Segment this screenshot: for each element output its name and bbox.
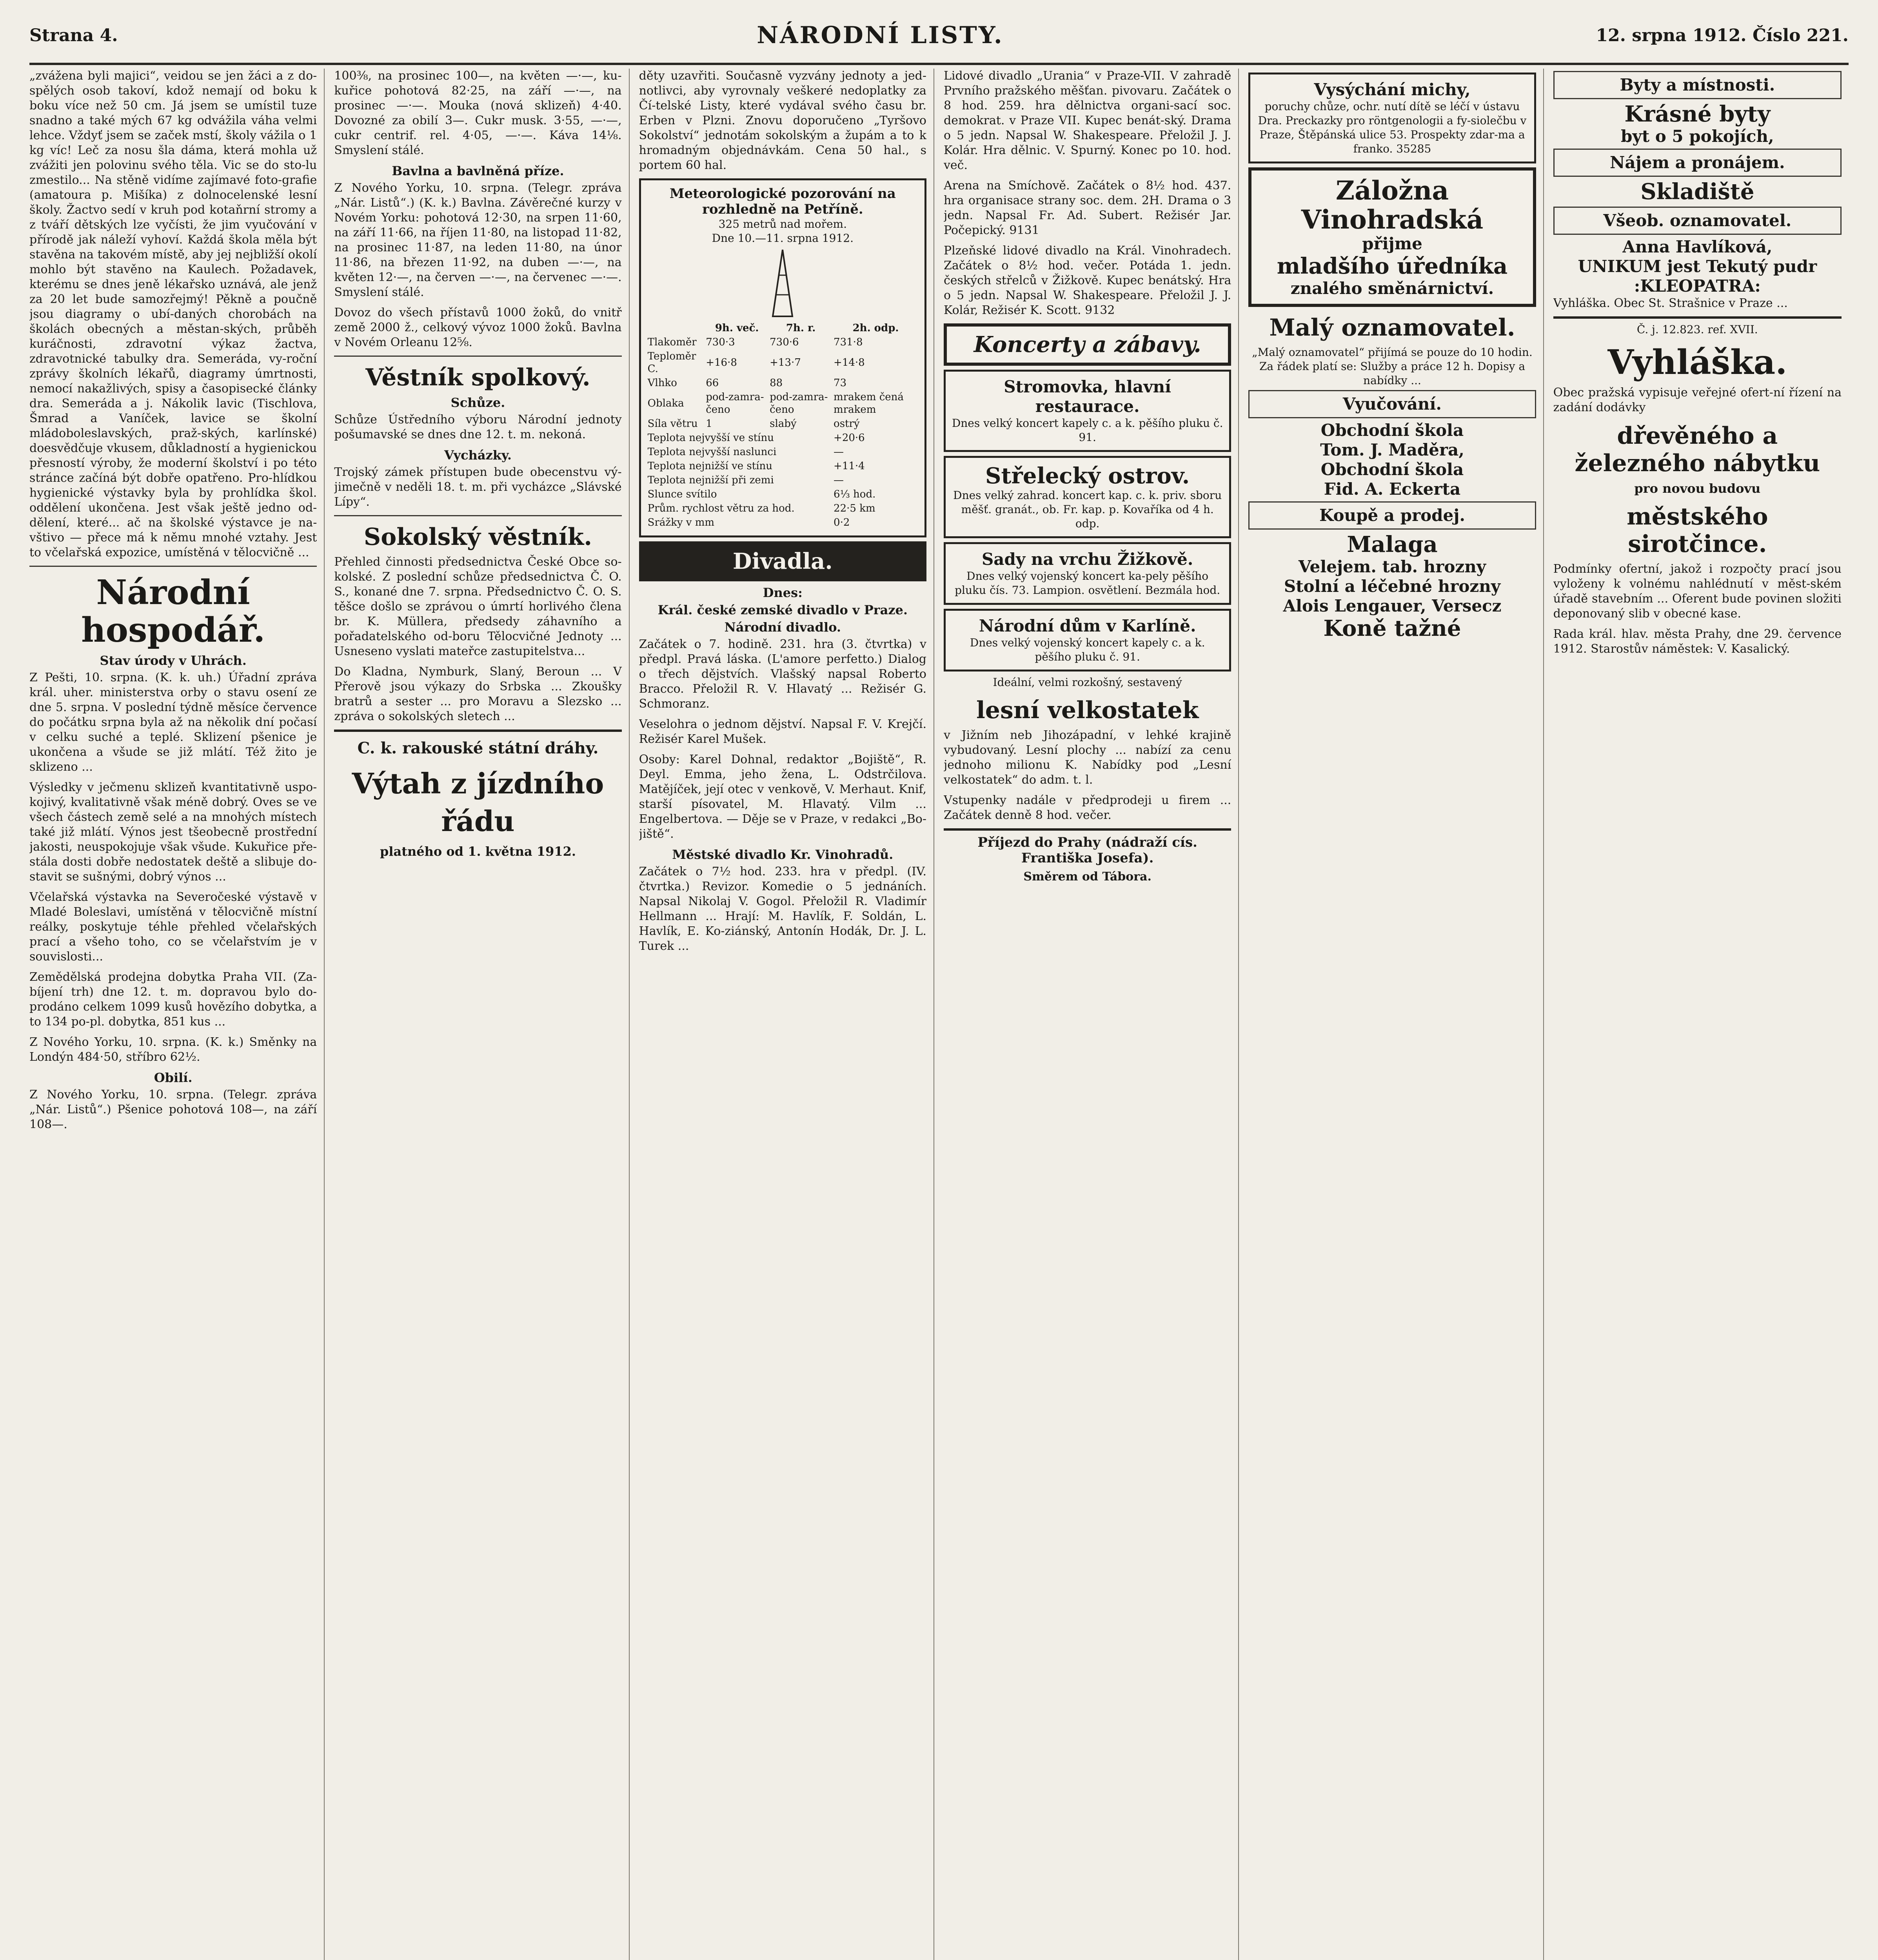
page-number: Strana 4. xyxy=(29,25,118,45)
ad-heading: UNIKUM jest Tekutý pudr :KLEOPATRA: xyxy=(1578,257,1817,296)
column-5 xyxy=(1248,69,1544,1960)
ad-heading: Národní dům v Karlíně. xyxy=(979,616,1196,635)
table-row xyxy=(647,488,918,501)
ad-heading: Fid. A. Eckerta xyxy=(1324,479,1461,499)
classified-heading: Malý oznamovatel. xyxy=(1269,314,1515,341)
category-label: Všeob. oznamovatel. xyxy=(1603,211,1792,230)
subsection-heading: Stav úrody v Uhrách. xyxy=(100,653,247,668)
table-row xyxy=(647,459,918,473)
railway-heading: C. k. rakouské státní dráhy. xyxy=(357,739,599,757)
table-cell: slabý xyxy=(770,418,797,430)
table-cell: mrakem čená mrakem xyxy=(834,391,904,416)
notice-heading: dřevěného a železného nábytku xyxy=(1575,422,1820,477)
classified-category xyxy=(1553,71,1842,99)
meteo-table xyxy=(647,321,919,530)
table-cell: +20·6 xyxy=(834,432,865,444)
theater-name: Městské divadlo Kr. Vinohradů. xyxy=(672,847,894,862)
table-cell: 73 xyxy=(834,377,847,389)
table-header-cell: 2h. odp. xyxy=(852,322,899,334)
karlin-ad xyxy=(944,609,1231,671)
meteo-box xyxy=(639,178,926,537)
notice-text: pro novou budovu xyxy=(1634,481,1761,496)
ad-heading: Střelecký ostrov. xyxy=(985,463,1190,489)
timetable-validity: platného od 1. května 1912. xyxy=(380,844,576,859)
table-cell: pod-zamra-čeno xyxy=(706,391,764,416)
zalozna-ad xyxy=(1248,167,1536,307)
theater-heading: Divadla. xyxy=(732,548,833,574)
table-row xyxy=(647,336,918,349)
divider xyxy=(1553,316,1842,319)
timetable-heading: Příjezd do Prahy (nádraží cís. Františka Josefa). xyxy=(977,835,1197,866)
divider xyxy=(29,566,317,567)
table-cell: 66 xyxy=(706,377,719,389)
meteo-date: Dne 10.—11. srpna 1912. xyxy=(712,232,854,245)
strelecky-ad xyxy=(944,456,1231,538)
article-text: Schůze Ústředního výboru Národní jednoty pošumavské se dnes dne 12. t. m. nekoná. xyxy=(334,413,622,441)
classified-category xyxy=(1553,207,1842,235)
notice-heading: Vyhláška. xyxy=(1607,343,1787,382)
table-cell: Tlakoměr xyxy=(647,336,697,348)
ad-text: Dnes velký vojenský koncert ka-pely pěšího pluku čís. 73. Lampion. osvětlení. Bezmála hod. xyxy=(955,570,1221,597)
section-heading: Věstník spolkový. xyxy=(365,364,590,391)
article-text: Vstupenky nadále v předprodeji u firem ... Začátek denně 8 hod. večer. xyxy=(943,793,1231,822)
article-text: Začátek o 7. hodině. 231. hra (3. čtvrtka) v předpl. Pravá láska. (L'amore perfetto.) Dialog o třech dějstvích. Vlašský napsal Roberto Bracco. Přeložil R. V. Hlavatý ... Režisér G. Schmoranz. xyxy=(639,637,926,711)
ad-heading: Koně tažné xyxy=(1323,615,1461,641)
column-1 xyxy=(29,69,325,1960)
newspaper-title: NÁRODNÍ LISTY. xyxy=(757,22,1004,49)
ad-heading: Velejem. tab. hrozny xyxy=(1298,557,1486,576)
article-text: Plzeňské lidové divadlo na Král. Vinohradech. Začátek o 8½ hod. večer. Potáda 1. jedn. českých střelců v Žižkově. Kupec benátský. Hra o 5 jedn. Napsal W. Shakespeare. Přeložil J. J. Kolár, Režisér K. Scott. 9132 xyxy=(943,244,1231,317)
ad-heading: Vysýchání michy, xyxy=(1314,80,1471,99)
table-cell: Teploměr C. xyxy=(647,350,696,375)
table-cell: +13·7 xyxy=(770,357,801,368)
category-label: Vyučování. xyxy=(1342,394,1442,414)
columns xyxy=(29,69,1849,1960)
article-text: Osoby: Karel Dohnal, redaktor „Bojiště“, R. Deyl. Emma, jeho žena, L. Odstrčilova. Matějíček, její otec v venkově, V. Merhaut. Knif, starší písovatel, M. Hlavatý. Vilm ... Engelbertova. — Děje se v Praze, v redakci „Bo-jiště“. xyxy=(639,753,926,841)
stromovka-ad xyxy=(944,370,1231,452)
table-cell: Vlhko xyxy=(647,377,677,389)
ad-text: Dnes velký vojenský koncert kapely c. a k. pěšího pluku č. 91. xyxy=(970,636,1205,663)
ad-heading: Anna Havlíková, xyxy=(1622,237,1773,256)
table-cell: ostrý xyxy=(834,418,860,430)
ad-heading: Malaga xyxy=(1347,532,1438,557)
subsection-heading: Vycházky. xyxy=(444,448,512,463)
classified-intro: „Malý oznamovatel“ přijímá se pouze do 10 hodin. Za řádek platí se: Služby a práce 12 h. Dopisy a nabídky ... xyxy=(1252,346,1533,387)
table-cell: Teplota nejnižší ve stínu xyxy=(647,460,773,472)
table-cell: — xyxy=(834,474,844,486)
table-cell: Síla větru xyxy=(647,418,698,430)
table-header-cell xyxy=(647,321,705,335)
ad-heading: Obchodní škola xyxy=(1320,421,1464,440)
table-cell: 730·6 xyxy=(770,336,799,348)
ad-heading: Skladiště xyxy=(1640,179,1754,205)
article-text: Přehled činnosti předsednictva České Obce so-kolské. Z poslední schůze předsednictva Č. O. S., konané dne 7. srpna. Předsednictvo Č. O. S. těšce došlo se zprávou o úmrtí horlivého člena br. K. Müllera, předsedy záhavního a pořadatelského od-boru Tělocvičné Jednoty ... Usneseno vyslati mateřce zastupitelstva... xyxy=(334,555,622,658)
ad-text: znalého směnárnictví. xyxy=(1290,279,1494,298)
tower-image xyxy=(647,248,919,318)
article-text: 100⅜, na prosinec 100—, na květen —·—, ku-kuřice pohotová 82·25, na září —·—, na prosinec —·—. Mouka (nová sklizeň) 4·40. Dovozné za obilí 3—. Cukr musk. 3·55, —·—, cukr centrif. rel. 4·05, —·—. Káva 14⅛. Smyslení stálé. xyxy=(334,69,622,157)
ad-heading: Alois Lengauer, Versecz xyxy=(1283,596,1502,615)
route-title: Směrem od Tábora. xyxy=(1023,870,1152,884)
ad-text: mladšího úředníka xyxy=(1277,253,1508,279)
table-cell: Prům. rychlost větru za hod. xyxy=(647,503,795,514)
ad-text: Dnes velký zahrad. koncert kap. c. k. priv. sboru měšť. granát., ob. Fr. kap. p. Kovaříka od 4 h. odp. xyxy=(953,489,1222,530)
section-heading: Národní hospodář. xyxy=(81,573,265,650)
ad-text: přijme xyxy=(1362,234,1422,253)
article-text: Trojský zámek přístupen bude obecenstvu vý-jimečně v neděli 18. t. m. při vycházce „Slávské Lípy“. xyxy=(334,465,622,509)
ad-text: Dnes velký koncert kapely c. a k. pěšího pluku č. 91. xyxy=(952,417,1223,444)
notice-heading: městského sirotčince. xyxy=(1627,503,1768,558)
divider xyxy=(944,828,1231,831)
section-heading: Sokolský věstník. xyxy=(363,523,592,551)
category-label: Nájem a pronájem. xyxy=(1609,153,1785,172)
theater-name: Král. české zemské divadlo v Praze. xyxy=(657,603,908,617)
masthead xyxy=(29,8,1849,65)
table-cell: 88 xyxy=(770,377,783,389)
article-text: Veselohra o jednom dějství. Napsal F. V. Krejčí. Režisér Karel Mušek. xyxy=(639,717,926,746)
table-row xyxy=(647,376,918,390)
divider xyxy=(334,730,621,732)
table-row xyxy=(647,417,918,430)
table-cell: +11·4 xyxy=(834,460,865,472)
article-text: Dovoz do všech přístavů 1000 žoků, do vnitř země 2000 ž., celkový vývoz 1000 žoků. Bavlna v Novém Orleanu 12⅝. xyxy=(334,306,622,349)
table-cell: pod-zamra-čeno xyxy=(770,391,828,416)
classified-category xyxy=(1248,501,1536,530)
table-cell: Teplota nejvyšší ve stínu xyxy=(647,432,774,444)
article-text: Do Kladna, Nymburk, Slaný, Beroun ... V Přerově jsou výkazy do Srbska ... Zkoušky bratrů a sester ... pro Moravu a Slezsko ... zpráva o sokolských sletech ... xyxy=(334,665,622,723)
sady-ad xyxy=(944,542,1231,605)
meteo-title: Meteorologické pozorování na rozhledně na Petříně. xyxy=(669,186,896,217)
table-cell: — xyxy=(834,446,844,458)
table-header-cell: 9h. več. xyxy=(715,322,759,334)
notice-text: Obec pražská vypisuje veřejné ofert-ní řízení na zadání dodávky xyxy=(1553,386,1842,414)
table-cell: +14·8 xyxy=(834,357,865,368)
article-text: děty uzavřiti. Současně vyzvány jednoty a jed-notlivci, aby vyrovnaly veškeré nedoplatky za Čí-telské Listy, které vydával svého času br. Erben v Plzni. Znovu doporučeno „Tyršovo Sokolství“ jednotám sokolským a župám a to k hromadným objednávkám. Cena 50 hal., s portem 60 hal. xyxy=(639,69,926,172)
article-text: Arena na Smíchově. Začátek o 8½ hod. 437. hra organisace strany soc. dem. 2H. Drama o 3 jedn. Napsal Fr. Ad. Subert. Režisér Jar. Počepický. 9131 xyxy=(943,179,1231,237)
column-2 xyxy=(334,69,629,1960)
category-label: Koupě a prodej. xyxy=(1319,506,1466,525)
meteo-subtitle: 325 metrů nad mořem. xyxy=(718,218,847,230)
classified-category xyxy=(1248,390,1536,418)
table-row xyxy=(647,474,918,487)
market-heading: Obilí. xyxy=(154,1070,193,1085)
column-3 xyxy=(639,69,934,1960)
ad-heading: Stolní a léčebné hrozny xyxy=(1284,577,1501,596)
ad-heading: Sady na vrchu Žižkově. xyxy=(981,550,1193,569)
table-cell: Teplota nejnižší při zemi xyxy=(647,474,774,486)
ad-heading: Obchodní škola xyxy=(1320,460,1464,479)
table-cell: 6⅓ hod. xyxy=(834,488,876,500)
notice-number: Č. j. 12.823. ref. XVII. xyxy=(1636,323,1758,336)
classified-category xyxy=(1553,149,1842,177)
petrin-tower-icon xyxy=(759,248,806,318)
ad-heading: Koncerty a zábavy. xyxy=(974,332,1201,358)
market-quote: Z Nového Yorku, 10. srpna. (K. k.) Směnky na Londýn 484·50, stříbro 62½. xyxy=(29,1035,317,1064)
table-row xyxy=(647,516,918,529)
table-header-cell: 7h. r. xyxy=(786,322,816,334)
vysychani-ad xyxy=(1248,73,1536,163)
table-row xyxy=(647,350,918,376)
article-text: Z Pešti, 10. srpna. (K. k. uh.) Úřadní zpráva král. uher. ministerstva orby o stavu osení ze dne 5. srpna. V poslední týdně měsíce července do počátku srpna byla až na několik dní počasí v celku suché a teplé. Sklizení pšenice je ukončena a všude se již mlátí. Též žito je sklizeno ... xyxy=(29,671,317,774)
article-text: Z Nového Yorku, 10. srpna. (Telegr. zpráva „Nár. Listů“.) (K. k.) Bavlna. Závěrečné kurzy v Novém Yorku: pohotová 12·30, na srpen 11·60, na září 11·66, na říjen 11·80, na listopad 11·82, na prosinec 11·87, na leden 11·80, na únor 11·86, na březen 11·92, na duben —·—, na květen 12·—, na červen —·—, na červenec —·—. Smyslení stálé. xyxy=(334,181,622,299)
issue-date: 12. srpna 1912. Číslo 221. xyxy=(1596,25,1849,45)
timetable-heading: Výtah z jízdního řádu xyxy=(352,767,604,838)
article-text: Začátek o 7½ hod. 233. hra v předpl. (IV. čtvrtka.) Revizor. Komedie o 5 jednáních. Napsal Nikolaj V. Gogol. Přeložil R. Vladimír Hellmann ... Hrají: M. Havlík, F. Soldán, L. Havlík, E. Ko-ziánský, Antonín Hodák, Dr. J. L. Turek ... xyxy=(639,865,926,953)
subsection-heading: Schůze. xyxy=(450,395,505,410)
table-row xyxy=(647,390,918,416)
category-label: Byty a místnosti. xyxy=(1620,75,1775,94)
ad-heading: lesní velkostatek xyxy=(976,697,1199,724)
ad-heading: Stromovka, hlavní restaurace. xyxy=(1004,377,1171,416)
ad-text: poruchy chůze, ochr. nutí dítě se léčí v ústavu Dra. Preckazky pro röntgenologii a fy-siolečbu v Praze, Štěpánská ulice 53. Prospekty zdar-ma a franko. 35285 xyxy=(1258,100,1527,155)
table-row xyxy=(647,431,918,445)
article-text: „zvážena byli majici“, veidou se jen žáci a z do-spělých osob takoví, kdož nemají od boku k boku více než 50 cm. Já jsem se umístil tuze snadno a také mých 67 kg odvážila váha velmi lehce. Vždyť jsem se začek mstí, školy vážila o 1 kg víc! Leč za nosu šla dáma, která mohla už zvážiti jen polovinu svého těla. Vic se do sto-lu zmestilo... Na stěně vidíme zajímavé foto-grafie (amatoura p. Mišíka) z dolnocelenské lesní školy. Žactvo sedí v kruh pod kotaňrní stromy a z tváří dětských lze vyčísti, že jim vyučování v přírodě jak náleží vyhoví. Každá škola měla být stavěna na takovém místě, aby jej nejbližší okolí mohlo být stavěno na Kaulech. Požadavek, kterému se dnes jeně lékařsko uznává, ale jenž za 20 let bude samozřejmý! Pěkně a poučně jsou diagramy o ubí-daných chorobách na školách obecných a městan-ských, průběh kuráčnosti, zdravotní výkaz žactva, zdravotnické tabulky dra. Semeráda, vy-roční zprávy školních lékařů, diagramy úmrtnosti, nemocí nakažlivých, spisy a časopisecké články dra. Semeráda a j. Nákolik lavic (Tischlova, Šmrad a Vaníček, lavice se školní mládoboleslavských, praž-ských, karlínské) doesvědčuje vkusem, důkladností a hygienickou přesností výroby, že moderní školství i po této stránce začíná být dobře opatřeno. Pro-hlídkou hygienické výstavky byla by prohlídka škol. oddělení ukončena. Jest však ještě jedno od-dělení, které... ač na školské výstavce je na-vštivo — přece má k němu mnohé vztahy. Jest to včelařská expozice, umístěná v tělocvičně ... xyxy=(29,69,317,559)
article-text: Včelařská výstavka na Severočeské výstavě v Mladé Boleslavi, umístěná v tělocvičně místní reálky, poskytuje téhle přehled včelařských prací a všeho toho, co se včelařstvím je v souvislosti... xyxy=(29,890,317,964)
article-text: Zemědělská prodejna dobytka Praha VII. (Za-bíjení trh) dne 12. t. m. dopravou bylo do-prodáno celkem 1099 kusů hovězího dobytka, a to 134 po-pl. dobytka, 851 kus ... xyxy=(29,970,317,1029)
table-cell: 0·2 xyxy=(834,517,850,528)
ad-heading: Záložna Vinohradská xyxy=(1301,175,1484,235)
concerts-ad xyxy=(944,323,1231,366)
divider xyxy=(334,515,621,516)
table-header-row xyxy=(647,321,918,335)
theater-heading-box xyxy=(639,541,926,581)
column-4 xyxy=(944,69,1239,1960)
ad-text: Vyhláška. Obec St. Strašnice v Praze ... xyxy=(1553,296,1788,310)
table-cell: +16·8 xyxy=(706,357,737,368)
table-cell: 730·3 xyxy=(706,336,735,348)
divider xyxy=(334,356,621,357)
ad-heading: byt o 5 pokojích, xyxy=(1620,127,1774,146)
table-row xyxy=(647,445,918,459)
theater-name: Národní divadlo. xyxy=(724,620,841,635)
ad-heading: Krásné byty xyxy=(1624,101,1771,127)
table-cell: 1 xyxy=(706,418,712,430)
market-quote: Z Nového Yorku, 10. srpna. (Telegr. zpráva „Nár. Listů“.) Pšenice pohotová 108—, na září 108—. xyxy=(29,1088,317,1131)
ad-text: Ideální, velmi rozkošný, sestavený xyxy=(993,676,1182,689)
table-cell: Teplota nejvyšší naslunci xyxy=(647,446,777,458)
table-cell: 731·8 xyxy=(834,336,863,348)
notice-text: Podmínky ofertní, jakož i rozpočty prací jsou vyloženy k volnému nahlédnutí v měst-ském úřadě stavebním ... Oferent bude povinen složiti deponovaný slib v obecné kase. xyxy=(1553,562,1842,621)
notice-signature: Rada král. hlav. města Prahy, dne 29. července 1912. Starostův náměstek: V. Kasalický. xyxy=(1553,627,1842,656)
table-cell: Slunce svítilo xyxy=(647,488,717,500)
subsection-heading: Bavlna a bavlněná příze. xyxy=(392,163,564,178)
article-text: Výsledky v ječmenu sklizeň kvantitativně uspo-kojivý, kvalitativně však méně dobrý. Oves se ve všech částech země selé a na mnohých místech také již mlátí. Výnos jest tšeobecně prostřední jakosti, neuspokojuje však všude. Kukuřice pře-stála dosti dobře nedostatek deště a slibuje do-stavit se sušnými, dobrý výnos ... xyxy=(29,780,317,884)
table-cell: Oblaka xyxy=(647,397,684,409)
column-6 xyxy=(1553,69,1849,1960)
ad-text: v Jižním neb Jihozápadní, v lehké krajině vybudovaný. Lesní plochy ... nabízí za cenu jednoho milionu K. Nabídky pod „Lesní velkostatek“ do adm. t. l. xyxy=(943,728,1231,787)
subsection-heading: Dnes: xyxy=(763,585,803,600)
table-cell: Srážky v mm xyxy=(647,517,715,528)
table-row xyxy=(647,502,918,515)
article-text: Lidové divadlo „Urania“ v Praze-VII. V zahradě Prvního pražského měšťan. pivovaru. Začátek o 8 hod. 259. hra dělnictva organi-sací soc. demokrat. v Praze VII. Kupec benát-ský. Drama o 5 jedn. Napsal W. Shakespeare. Přeložil J. J. Kolár. Hra dělnic. V. Spurný. Konec po 10. hod. več. xyxy=(943,69,1231,172)
ad-heading: Tom. J. Maděra, xyxy=(1320,440,1464,459)
table-cell: 22·5 km xyxy=(834,503,875,514)
